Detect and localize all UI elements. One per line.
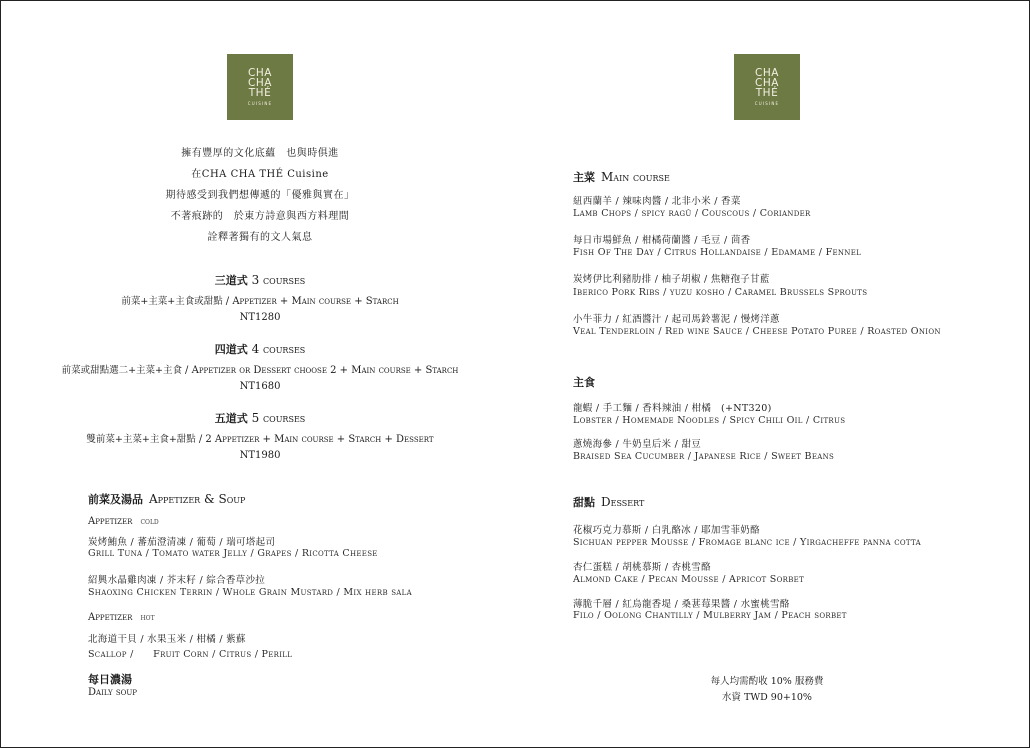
course-3-price: NT1280 <box>239 312 281 323</box>
hot-item-1-en: Scallop / Fruit Corn / Citrus / Perill <box>88 649 293 660</box>
intro-line-4: 不著痕跡的 於東方詩意與西方料理間 <box>170 211 350 222</box>
main-item-2-en: Fish Of The Day / Citrus Hollandaise / Edamame / Fennel <box>573 247 862 258</box>
main-item-1-en: Lamb Chops / spicy ragû / Couscous / Coriander <box>573 208 811 219</box>
appetizer-hot-label: Appetizer hot <box>88 612 155 623</box>
intro-line-2: 在CHA CHA THÉ Cuisine <box>191 169 329 180</box>
cold-item-2-zh: 紹興水晶雞肉凍 / 芥末籽 / 綜合香草沙拉 <box>88 575 266 586</box>
left-logo: CHA CHA THÉ CUISINE <box>227 54 293 120</box>
starch-item-1-en: Lobster / Homemade Noodles / Spicy Chili Oil / Citrus <box>573 415 846 426</box>
dessert-item-2-en: Almond Cake / Pecan Mousse / Apricot Sorbet <box>573 574 805 585</box>
cold-item-1-zh: 炭烤鮪魚 / 蕃茄澄清凍 / 葡萄 / 瑞可塔起司 <box>88 537 276 548</box>
water-charge-note: 水資 TWD 90+10% <box>722 692 812 703</box>
main-item-4-en: Veal Tenderloin / Red wine Sauce / Cheese Potato Puree / Roasted Onion <box>573 326 941 337</box>
soup-zh: 每日濃湯 <box>88 673 132 686</box>
dessert-item-1-en: Sichuan pepper Mousse / Fromage blanc ice / Yirgacheffe panna cotta <box>573 537 921 548</box>
course-4-price: NT1680 <box>239 381 281 392</box>
main-item-2-zh: 每日市場鮮魚 / 柑橘荷蘭醬 / 毛豆 / 茴香 <box>573 235 751 246</box>
main-item-1-zh: 紐西蘭羊 / 辣味肉醬 / 北非小米 / 香菜 <box>573 196 741 207</box>
dessert-heading: 甜點 Dessert <box>573 495 645 509</box>
course-5-price: NT1980 <box>239 450 281 461</box>
starch-heading: 主食 <box>573 376 595 389</box>
main-course-heading: 主菜 Main course <box>573 170 670 184</box>
starch-item-1-zh: 龍蝦 / 手工麵 / 香料辣油 / 柑橘 (+NT320) <box>573 403 772 414</box>
starch-item-2-en: Braised Sea Cucumber / Japanese Rice / Sweet Beans <box>573 451 835 462</box>
cold-item-1-en: Grill Tuna / Tomato water Jelly / Grapes / Ricotta Cheese <box>88 548 378 559</box>
intro-line-1: 擁有豐厚的文化底蘊 也與時俱進 <box>181 148 339 159</box>
dessert-item-2-zh: 杏仁蛋糕 / 胡桃慕斯 / 杏桃雪酪 <box>573 562 711 573</box>
right-logo: CHA CHA THÉ CUISINE <box>734 54 800 120</box>
course-5: 五道式 5 courses 雙前菜+主菜+主食+甜點 / 2 Appetizer + Main course + Starch + Dessert NT1980 <box>0 410 520 461</box>
cold-item-2-en: Shaoxing Chicken Terrin / Whole Grain Mustard / Mix herb sala <box>88 587 412 598</box>
dessert-item-1-zh: 花椒巧克力慕斯 / 白乳酪冰 / 耶加雪菲奶酪 <box>573 525 760 536</box>
main-item-3-zh: 炭烤伊比利豬肋排 / 柚子胡椒 / 焦糖孢子甘藍 <box>573 274 770 285</box>
appetizer-heading: 前菜及湯品 Appetizer & Soup <box>88 492 246 506</box>
dessert-item-3-zh: 薄脆千層 / 紅烏龍香堤 / 桑葚莓果醬 / 水蜜桃雪酪 <box>573 599 790 610</box>
appetizer-cold-label: Appetizer cold <box>88 516 159 527</box>
starch-item-2-zh: 蔥燒海參 / 牛奶皇后米 / 甜豆 <box>573 439 702 450</box>
intro-line-3: 期待感受到我們想傳遞的「優雅與實在」 <box>165 190 355 201</box>
main-item-4-zh: 小牛菲力 / 紅酒醬汁 / 起司馬鈴薯泥 / 慢烤洋蔥 <box>573 314 780 325</box>
course-3: 三道式 3 courses 前菜+主菜+主食或甜點 / Appetizer + Main course + Starch NT1280 <box>0 272 520 323</box>
main-item-3-en: Iberico Pork Ribs / yuzu kosho / Caramel Brussels Sprouts <box>573 287 868 298</box>
intro-line-5: 詮釋著獨有的文人氣息 <box>207 232 313 243</box>
hot-item-1-zh: 北海道干貝 / 水果玉米 / 柑橘 / 紫蘇 <box>88 634 246 645</box>
dessert-item-3-en: Filo / Oolong Chantilly / Mulberry Jam / Peach sorbet <box>573 610 847 621</box>
course-4: 四道式 4 courses 前菜或甜點選二+主菜+主食 / Appetizer or Dessert choose 2 + Main course + Starch NT1680 <box>0 341 520 392</box>
service-charge-note: 每人均需酌收 10% 服務費 <box>710 676 824 687</box>
soup-en: Daily soup <box>88 687 137 698</box>
